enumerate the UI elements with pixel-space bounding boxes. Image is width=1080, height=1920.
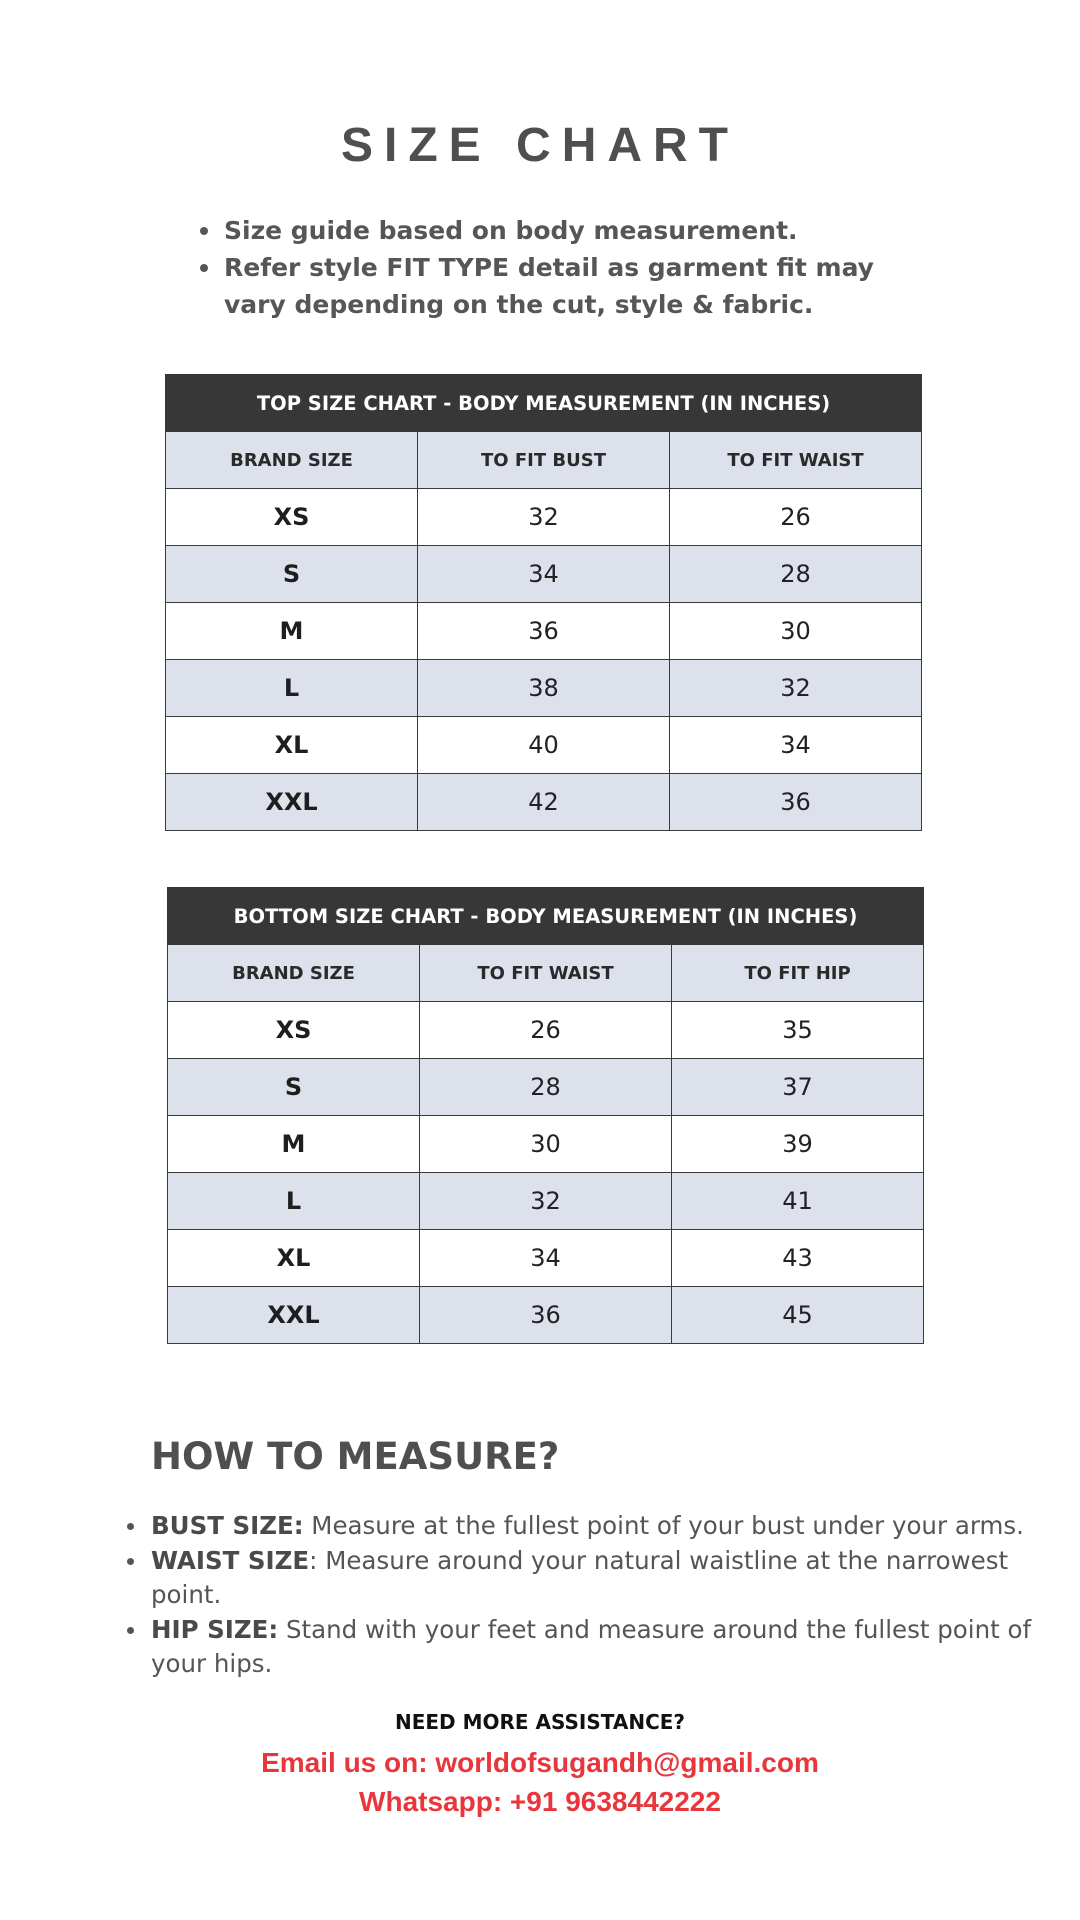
bottom-size-table bbox=[167, 887, 924, 1344]
brand-size-cell: M bbox=[168, 1116, 420, 1173]
measure-list bbox=[151, 1509, 1051, 1682]
waist-cell: 30 bbox=[420, 1116, 672, 1173]
top-table-caption: TOP SIZE CHART - BODY MEASUREMENT (IN INCHES) bbox=[166, 375, 922, 432]
intro-item: Size guide based on body measurement. bbox=[200, 212, 900, 249]
email-contact[interactable]: Email us on: worldofsugandh@gmail.com bbox=[261, 1747, 819, 1778]
waist-cell: 28 bbox=[670, 546, 922, 603]
table-row bbox=[168, 1002, 924, 1059]
bottom-table-caption: BOTTOM SIZE CHART - BODY MEASUREMENT (IN INCHES) bbox=[168, 888, 924, 945]
bust-cell: 34 bbox=[418, 546, 670, 603]
table-row bbox=[166, 717, 922, 774]
hip-cell: 35 bbox=[672, 1002, 924, 1059]
page-title: SIZE CHART bbox=[341, 119, 739, 172]
brand-size-cell: S bbox=[166, 546, 418, 603]
measure-label: WAIST SIZE bbox=[151, 1545, 310, 1575]
brand-size-cell: L bbox=[168, 1173, 420, 1230]
table-row bbox=[168, 1230, 924, 1287]
column-header: TO FIT HIP bbox=[672, 945, 924, 1002]
top-size-table bbox=[165, 374, 922, 831]
table-row bbox=[166, 489, 922, 546]
intro-list bbox=[200, 212, 900, 323]
brand-size-cell: XXL bbox=[166, 774, 418, 831]
column-header: TO FIT WAIST bbox=[670, 432, 922, 489]
column-header: TO FIT BUST bbox=[418, 432, 670, 489]
brand-size-cell: XXL bbox=[168, 1287, 420, 1344]
table-row bbox=[166, 774, 922, 831]
measure-text: : Measure around your natural waistline at the narrowest point. bbox=[151, 1545, 1009, 1609]
bust-cell: 36 bbox=[418, 603, 670, 660]
measure-item-bust bbox=[151, 1509, 1051, 1544]
brand-size-cell: M bbox=[166, 603, 418, 660]
bust-cell: 32 bbox=[418, 489, 670, 546]
waist-cell: 32 bbox=[420, 1173, 672, 1230]
assistance-heading: NEED MORE ASSISTANCE? bbox=[394, 1710, 686, 1734]
brand-size-cell: XS bbox=[168, 1002, 420, 1059]
table-row bbox=[168, 1059, 924, 1116]
waist-cell: 36 bbox=[420, 1287, 672, 1344]
table-row bbox=[168, 1173, 924, 1230]
table-row bbox=[166, 660, 922, 717]
table-row bbox=[166, 546, 922, 603]
intro-item: Refer style FIT TYPE detail as garment fit may vary depending on the cut, style & fabric. bbox=[200, 249, 900, 323]
waist-cell: 28 bbox=[420, 1059, 672, 1116]
table-row bbox=[166, 603, 922, 660]
column-header: TO FIT WAIST bbox=[420, 945, 672, 1002]
table-row bbox=[168, 1116, 924, 1173]
waist-cell: 26 bbox=[670, 489, 922, 546]
hip-cell: 45 bbox=[672, 1287, 924, 1344]
brand-size-cell: XL bbox=[166, 717, 418, 774]
waist-cell: 30 bbox=[670, 603, 922, 660]
column-header: BRAND SIZE bbox=[168, 945, 420, 1002]
waist-cell: 34 bbox=[670, 717, 922, 774]
brand-size-cell: S bbox=[168, 1059, 420, 1116]
measure-item-waist bbox=[151, 1544, 1051, 1613]
whatsapp-contact[interactable]: Whatsapp: +91 9638442222 bbox=[359, 1786, 721, 1817]
measure-item-hip bbox=[151, 1613, 1051, 1682]
waist-cell: 32 bbox=[670, 660, 922, 717]
brand-size-cell: XS bbox=[166, 489, 418, 546]
hip-cell: 43 bbox=[672, 1230, 924, 1287]
measure-label: HIP SIZE: bbox=[151, 1614, 279, 1644]
how-to-measure-heading: HOW TO MEASURE? bbox=[151, 1435, 560, 1478]
brand-size-cell: XL bbox=[168, 1230, 420, 1287]
table-row bbox=[168, 1287, 924, 1344]
column-header: BRAND SIZE bbox=[166, 432, 418, 489]
hip-cell: 39 bbox=[672, 1116, 924, 1173]
hip-cell: 41 bbox=[672, 1173, 924, 1230]
measure-text: Measure at the fullest point of your bust under your arms. bbox=[303, 1511, 1024, 1540]
measure-text: Stand with your feet and measure around the fullest point of your hips. bbox=[151, 1614, 1032, 1678]
bust-cell: 42 bbox=[418, 774, 670, 831]
hip-cell: 37 bbox=[672, 1059, 924, 1116]
waist-cell: 26 bbox=[420, 1002, 672, 1059]
waist-cell: 36 bbox=[670, 774, 922, 831]
bust-cell: 38 bbox=[418, 660, 670, 717]
brand-size-cell: L bbox=[166, 660, 418, 717]
waist-cell: 34 bbox=[420, 1230, 672, 1287]
bust-cell: 40 bbox=[418, 717, 670, 774]
measure-label: BUST SIZE: bbox=[151, 1511, 304, 1540]
